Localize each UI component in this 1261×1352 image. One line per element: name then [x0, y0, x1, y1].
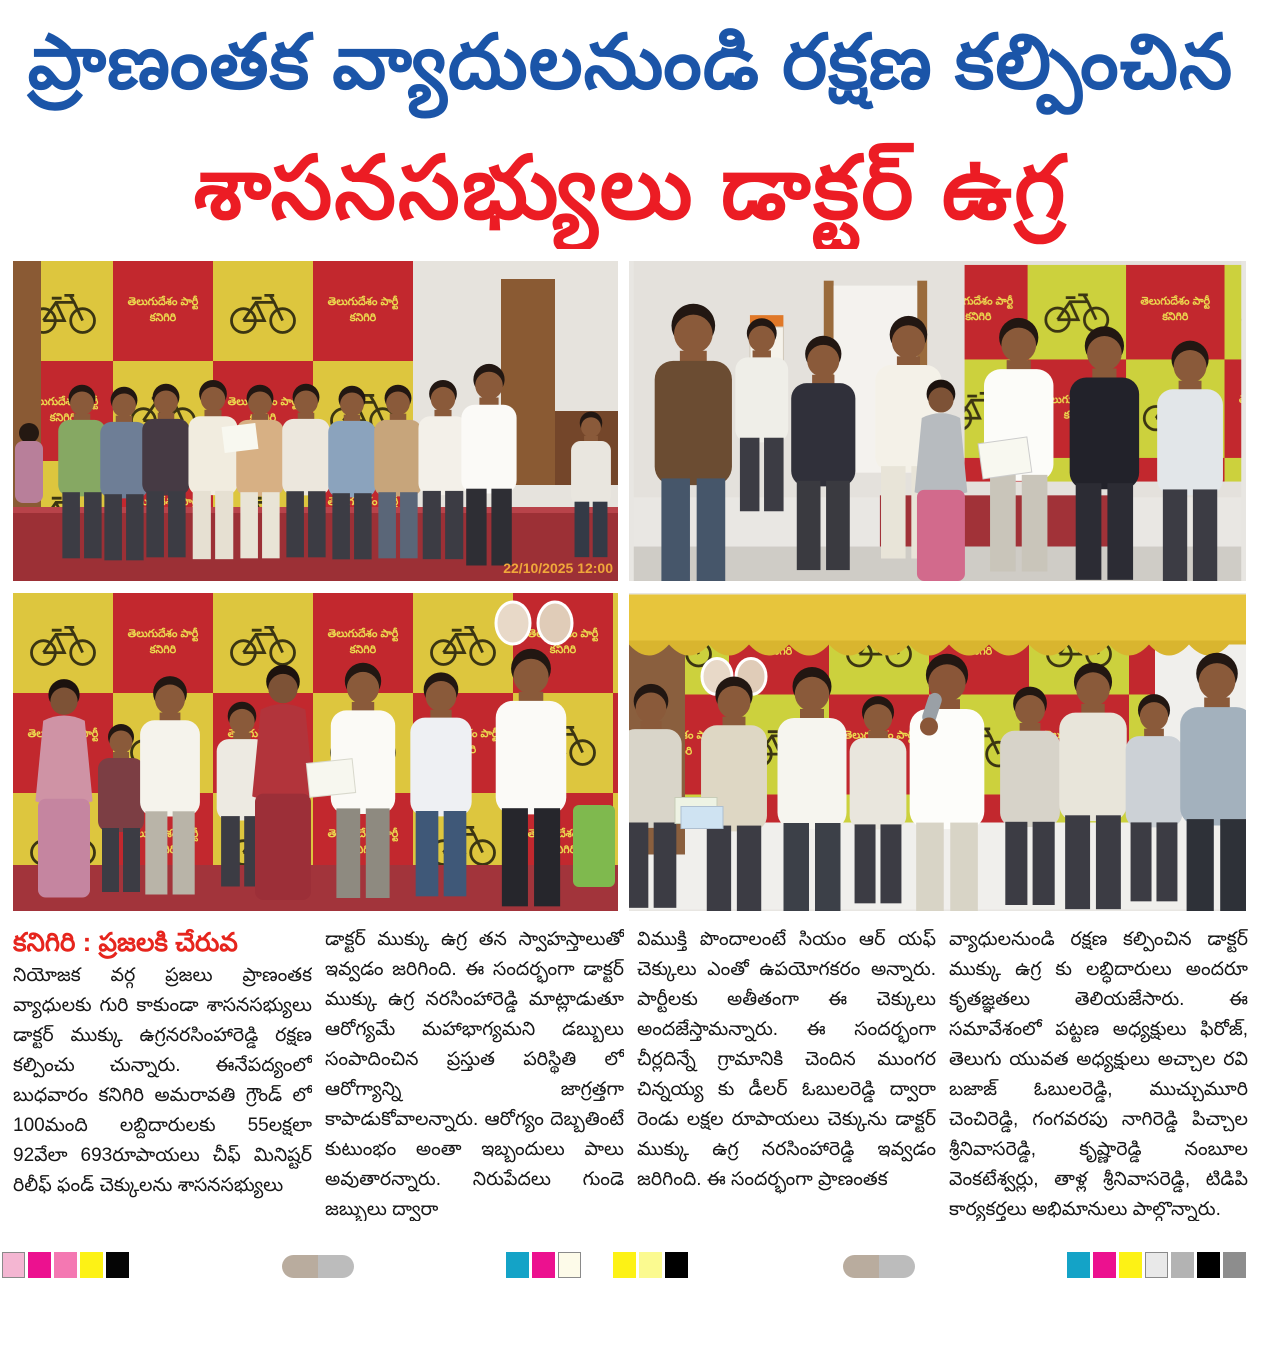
- masthead: [0, 0, 1261, 249]
- photo-mla-speaking-mic: [629, 593, 1246, 911]
- color-swatch: [80, 1252, 103, 1278]
- color-swatch: [1119, 1252, 1142, 1278]
- color-swatch: [2, 1252, 25, 1278]
- color-swatch: [1223, 1252, 1246, 1278]
- color-swatch: [1145, 1252, 1168, 1278]
- headline-line1: ప్రాణంతక వ్యాదులనుండి రక్షణ కల్పించిన: [27, 20, 1234, 105]
- gray-pill-right: [843, 1255, 915, 1278]
- swatch-group-right: [1067, 1252, 1246, 1278]
- yellow-drape: [629, 595, 1246, 645]
- color-swatch: [1171, 1252, 1194, 1278]
- headline-line2: శాసనసభ్యులు డాక్టర్ ఉగ్ర: [193, 138, 1068, 237]
- swatch-group-left: [2, 1252, 129, 1278]
- color-swatch: [665, 1252, 688, 1278]
- photo-timestamp: 22/10/2025 12:00: [503, 560, 613, 577]
- color-swatch: [1067, 1252, 1090, 1278]
- article-column-2: డాక్టర్ ముక్కు ఉగ్ర తన స్వాహస్తాలుతో ఇవ్వడం జరిగింది. ఈ సందర్భంగా డాక్టర్ ముక్కు ఉగ్ర నరసింహారెడ్డి మాట్లాడుతూ ఆరోగ్యమే మహాభాగ్యమని డబ్బులు సంపాదించిన ప్రస్తుత పరిస్థితి లో ఆరోగ్యాన్ని జాగ్రత్తగా కాపాడుకోవాలన్నారు. ఆరోగ్యం దెబ్బతింటే కుటుంభం అంతా ఇబ్బందులు పాలు అవుతారన్నారు. నిరుపేదలు గుండె జబ్బులు ద్వారా: [325, 929, 624, 1221]
- cheque-papers: [675, 798, 723, 829]
- cheque-paper: [978, 437, 1032, 479]
- color-swatch: [54, 1252, 77, 1278]
- photo-cheque-handover-elderly-woman: [629, 261, 1246, 581]
- color-swatch: [1093, 1252, 1116, 1278]
- color-swatch: [613, 1252, 636, 1278]
- article-column-4: వ్యాధులనుండి రక్షణ కల్పించిన డాక్టర్ ముక్కు ఉగ్ర కు లబ్ధిదారులు అందరూ కృతజ్ఞతలు తెలియజేసారు. ఈ సమావేశంలో పట్టణ అధ్యక్షులు ఫిరోజ్, తెలుగు యువత అధ్యక్షులు అచ్చాల రవి బజాజ్ ఓబులరెడ్డి, ముచ్చుమూరి చెంచిరెడ్డి, గంగవరపు నాగిరెడ్డి పిచ్చాల శ్రీనివాసరెడ్డి, కృష్ణారెడ్డి నంబూల వెంకటేశ్వర్లు, తాళ్ల శ్రీనివాసరెడ్డి, టిడిపి కార్యకర్తలు అభిమానులు పాల్గొన్నారు.: [949, 929, 1248, 1221]
- color-swatch: [28, 1252, 51, 1278]
- swatch-group-mid-right: [613, 1252, 688, 1278]
- color-swatch: [1197, 1252, 1220, 1278]
- article-text: నియోజక వర్గ ప్రజలు ప్రాణంతక వ్యాధులకు గురి కాకుండా శాసనసభ్యులు డాక్టర్ ముక్కు ఉగ్రనరసింహారెడ్డి రక్షణ కల్పించు చున్నారు. ఈనేపద్యంలో బుధవారం కనిగిరి అమరావతి గ్రౌండ్ లో 100మంది లబ్దిదారులకు 55లక్షలా 92వేలా 693రూపాయలు చీఫ్ మినిష్టర్ రిలీఫ్ ఫండ్ చెక్కులను శాసనసభ్యులు: [13, 965, 312, 1197]
- gray-pill-left: [282, 1255, 354, 1278]
- color-swatch: [106, 1252, 129, 1278]
- cheque-paper: [222, 423, 259, 453]
- print-color-bar: [0, 1247, 1261, 1305]
- color-swatch: [532, 1252, 555, 1278]
- photo-woman-red-saree-cheque: [13, 593, 618, 911]
- color-swatch: [558, 1252, 581, 1278]
- photo-grid: [0, 261, 1261, 911]
- article-column-1: [13, 925, 312, 1221]
- article-body: [0, 911, 1261, 1221]
- color-swatch: [639, 1252, 662, 1278]
- photo-cheque-distribution-group: [13, 261, 618, 581]
- cheque-paper: [306, 759, 355, 798]
- color-swatch: [506, 1252, 529, 1278]
- dateline: కనిగిరి : ప్రజలకి చేరువ: [13, 927, 238, 958]
- article-column-3: విముక్తి పొందాలంటే సియం ఆర్ యఫ్ చెక్కులు ఎంతో ఉపయోగకరం అన్నారు. పార్టీలకు అతీతంగా ఈ చెక్కులు అందజేస్తామన్నారు. ఈ సందర్భంగా చీర్లదిన్నే గ్రామానికి చెందిన ముంగర చిన్నయ్య కు డీలర్ ఓబులరెడ్డి ద్వారా రెండు లక్షల రూపాయలు చెక్కును డాక్టర్ ముక్కు ఉగ్ర నరసింహారెడ్డి ఇవ్వడం జరిగింది. ఈ సందర్భంగా ప్రాణంతక: [637, 929, 936, 1191]
- green-chair: [573, 805, 615, 887]
- swatch-group-mid-left: [506, 1252, 581, 1278]
